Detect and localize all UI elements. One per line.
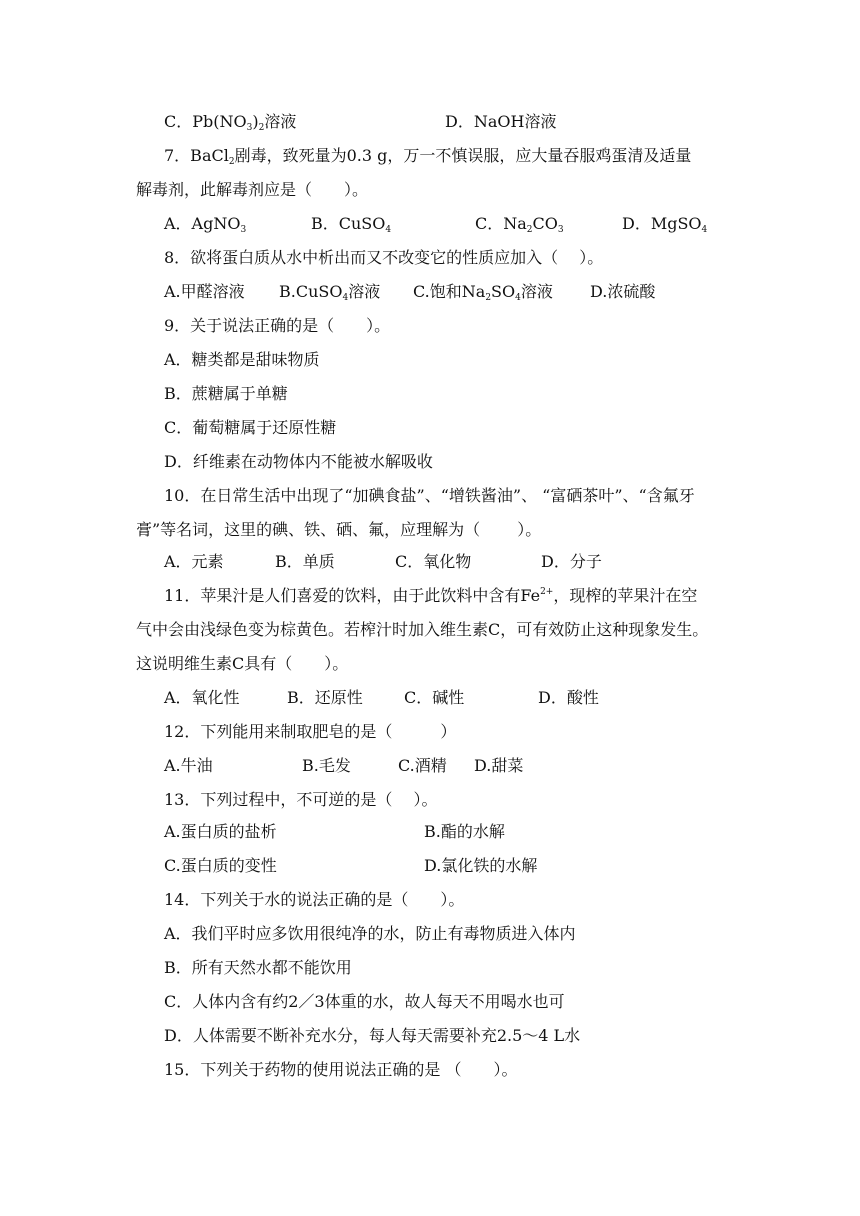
q8-option-c xyxy=(413,282,553,302)
q8-option-b-text: B.CuSO xyxy=(279,282,343,301)
q10-option-d: D．分子 xyxy=(541,552,602,571)
q11-stem-line3: 这说明维生素C具有（ ）。 xyxy=(136,654,349,673)
q13-stem: 13．下列过程中，不可逆的是（ ）。 xyxy=(164,790,438,809)
q14-stem: 14．下列关于水的说法正确的是（ ）。 xyxy=(164,890,465,909)
q13-option-c: C.蛋白质的变性 xyxy=(164,856,277,875)
q9-option-c: C．葡萄糖属于还原性糖 xyxy=(164,418,337,437)
q6-option-c-mid: ) xyxy=(252,112,259,131)
q11-option-d: D．酸性 xyxy=(538,688,599,707)
q9-stem: 9．关于说法正确的是（ ）。 xyxy=(164,316,391,335)
q12-option-a: A.牛油 xyxy=(164,756,213,775)
q11-option-a: A．氧化性 xyxy=(164,688,240,707)
q11-stem-line1 xyxy=(164,586,697,606)
q12-option-b: B.毛发 xyxy=(302,756,351,775)
q11-option-b: B．还原性 xyxy=(287,688,363,707)
q7-option-b-text: B．CuSO xyxy=(311,214,386,233)
q7-stem-pre: 7．BaCl xyxy=(164,146,229,165)
q7-stem-line2: 解毒剂，此解毒剂应是（ ）。 xyxy=(136,180,369,199)
q7-option-d-text: D．MgSO xyxy=(622,214,702,233)
q14-option-a: A．我们平时应多饮用很纯净的水，防止有毒物质进入体内 xyxy=(164,924,576,943)
q8-option-a: A.甲醛溶液 xyxy=(164,282,245,301)
q13-option-a: A.蛋白质的盐析 xyxy=(164,822,277,841)
q9-option-d: D．纤维素在动物体内不能被水解吸收 xyxy=(164,452,433,471)
q13-option-d: D.氯化铁的水解 xyxy=(424,856,538,875)
q7-option-a xyxy=(164,214,246,234)
q8-option-d: D.浓硫酸 xyxy=(590,282,656,301)
q7-option-d-sub: 4 xyxy=(701,225,708,235)
q6-option-c-sub: 3 xyxy=(246,123,253,133)
q12-option-d: D.甜菜 xyxy=(474,756,524,775)
q7-option-c-mid: CO xyxy=(532,214,558,233)
q14-option-d: D．人体需要不断补充水分，每人每天需要补充2.5～4 L水 xyxy=(164,1026,581,1045)
q8-option-c-mid: SO xyxy=(491,282,516,301)
q10-option-a: A．元素 xyxy=(164,552,224,571)
q14-option-c: C．人体内含有约2／3体重的水，故人每天不用喝水也可 xyxy=(164,992,565,1011)
q7-option-c-sub: 2 xyxy=(526,225,533,235)
q11-option-c: C．碱性 xyxy=(404,688,465,707)
q8-option-c-text: C.饱和Na xyxy=(413,282,486,301)
q7-option-c-text: C．Na xyxy=(475,214,527,233)
q8-option-c-sub: 2 xyxy=(485,293,492,303)
q7-option-c-sub2: 3 xyxy=(557,225,564,235)
q10-option-c: C．氧化物 xyxy=(395,552,472,571)
q12-option-c: C.酒精 xyxy=(398,756,447,775)
q8-option-b-sub: 4 xyxy=(342,293,349,303)
q14-option-b: B．所有天然水都不能饮用 xyxy=(164,958,352,977)
q11-stem-line2: 气中会由浅绿色变为棕黄色。若榨汁时加入维生素C，可有效防止这种现象发生。 xyxy=(136,620,709,639)
q8-stem: 8．欲将蛋白质从水中析出而又不改变它的性质应加入（ ）。 xyxy=(164,248,604,267)
q7-stem-post: 剧毒，致死量为0.3 g，万一不慎误服，应大量吞服鸡蛋清及适量 xyxy=(234,146,692,165)
q11-stem-sup: 2+ xyxy=(540,587,554,597)
q7-option-d xyxy=(622,214,707,234)
q10-stem-line2: 膏”等名词，这里的碘、铁、硒、氟，应理解为（ ）。 xyxy=(136,520,542,539)
q7-option-b-sub: 4 xyxy=(385,225,392,235)
q6-option-c-text: C．Pb(NO xyxy=(164,112,247,131)
q7-option-a-sub: 3 xyxy=(240,225,247,235)
q8-option-c-sub2: 4 xyxy=(515,293,521,303)
q10-stem-line1: 10．在日常生活中出现了“加碘食盐”、“增铁酱油”、 “富硒茶叶”、“含氟牙 xyxy=(164,486,695,505)
q11-stem-pre: 11．苹果汁是人们喜爱的饮料，由于此饮料中含有Fe xyxy=(164,586,541,605)
q7-stem-sub: 2 xyxy=(228,157,235,167)
q7-option-a-text: A．AgNO xyxy=(164,214,241,233)
q7-stem-line1 xyxy=(164,146,691,166)
q10-option-b: B．单质 xyxy=(275,552,335,571)
q8-option-b xyxy=(279,282,380,302)
q6-option-d: D．NaOH溶液 xyxy=(445,112,557,131)
q9-option-b: B．蔗糖属于单糖 xyxy=(164,384,288,403)
q8-option-b-post: 溶液 xyxy=(348,282,381,301)
q11-stem-post: ，现榨的苹果汁在空 xyxy=(553,586,698,605)
q7-option-b xyxy=(311,214,391,234)
q15-stem: 15．下列关于药物的使用说法正确的是 （ ）。 xyxy=(164,1060,518,1079)
q13-option-b: B.酯的水解 xyxy=(424,822,505,841)
q6-option-c-sub2: 2 xyxy=(258,123,265,133)
q9-option-a: A．糖类都是甜味物质 xyxy=(164,350,320,369)
q6-option-c xyxy=(164,112,296,132)
q12-stem: 12．下列能用来制取肥皂的是（ ） xyxy=(164,722,457,741)
q7-option-c xyxy=(475,214,564,234)
q6-option-c-post: 溶液 xyxy=(264,112,297,131)
q8-option-c-post: 溶液 xyxy=(520,282,553,301)
